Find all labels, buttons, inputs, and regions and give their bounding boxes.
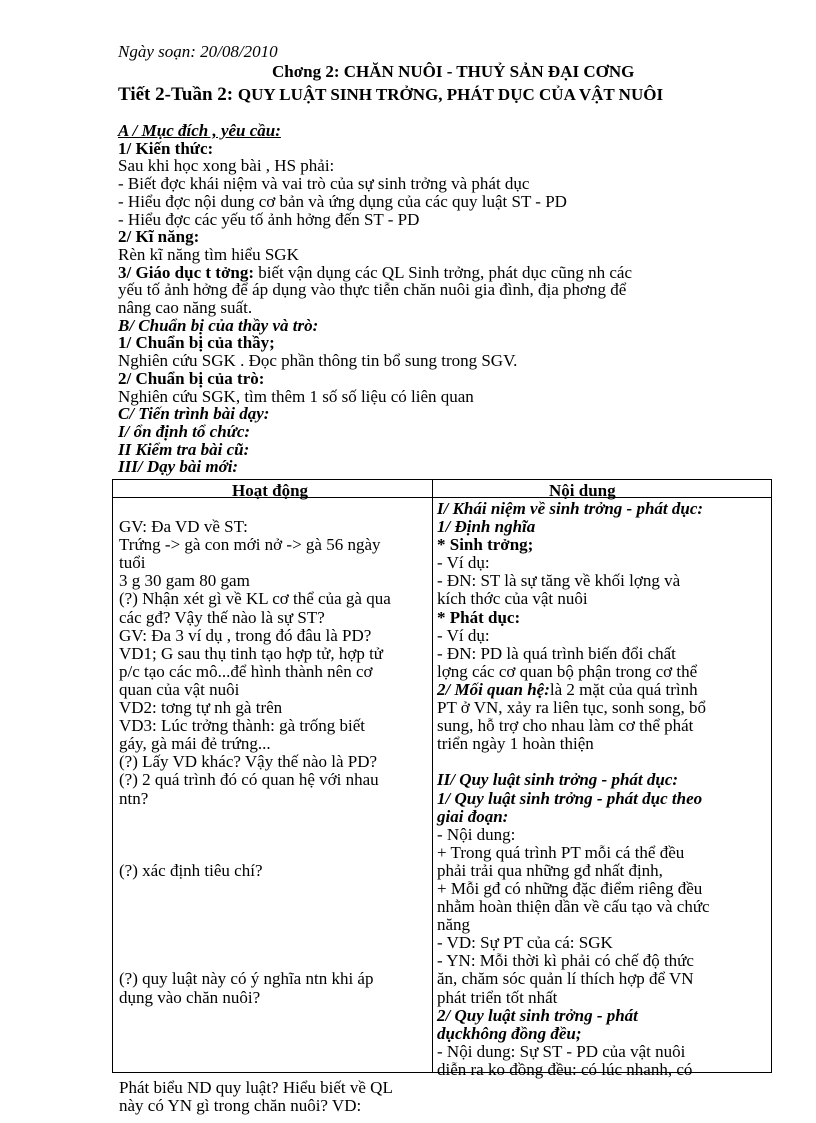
activity-line: (?) Nhận xét gì về KL cơ thể của gà qua [119, 589, 391, 609]
content-line: II/ Quy luật sinh trởng - phát dục: [437, 770, 679, 790]
objective-line: III/ Dạy bài mới: [118, 457, 239, 477]
content-line: - VD: Sự PT của cá: SGK [437, 933, 613, 953]
objective-line: 2/ Chuẩn bị của trò: [118, 368, 265, 388]
activity-line: gáy, gà mái đẻ trứng... [119, 734, 271, 754]
activity-line [119, 1043, 429, 1061]
content-line: ăn, chăm sóc quản lí thích hợp để VN [437, 969, 694, 989]
objective-line: A / Mục đích , yêu cầu: [118, 121, 281, 140]
objective-line: 3/ Giáo dục t tởng: biết vận dụng các QL Sinh trởng, phát dục cũng nh các [118, 262, 632, 282]
activity-line: (?) quy luật này có ý nghĩa ntn khi áp [119, 969, 374, 989]
activity-line: này có YN gì trong chăn nuôi? VD: [119, 1096, 362, 1116]
activity-line [119, 952, 429, 970]
objective-line: - Hiểu đợc nội dung cơ bản và ứng dụng của các quy luật ST - PD [118, 191, 567, 211]
content-line: * Phát dục: [437, 607, 521, 627]
lesson-title [118, 84, 663, 106]
activity-line: ntn? [119, 788, 149, 808]
activity-line: Phát biểu ND quy luật? Hiểu biết về QL [119, 1078, 393, 1097]
objective-line: C/ Tiến trình bài dạy: [118, 404, 270, 424]
objective-line: yếu tố ảnh hởng để áp dụng vào thực tiễn chăn nuôi gia đình, địa phơng để [118, 280, 627, 300]
activity-line: quan của vật nuôi [119, 679, 240, 699]
activity-line: (?) 2 quá trình đó có quan hệ với nhau [119, 770, 379, 790]
activity-line [119, 898, 429, 916]
content-line: 2/ Mối quan hệ:là 2 mặt của quá trình [437, 679, 698, 699]
activity-line: (?) xác định tiêu chí? [119, 860, 263, 880]
content-line: - Nội dung: Sự ST - PD của vật nuôi [437, 1041, 686, 1061]
content-line: năng [437, 915, 471, 935]
objective-line: Nghiên cứu SGK, tìm thêm 1 số số liệu có liên quan [118, 386, 474, 406]
content-line: - YN: Mỗi thời kì phải có chế độ thức [437, 951, 694, 971]
objective-line: 1/ Kiến thức: [118, 138, 214, 158]
activity-line [119, 934, 429, 952]
activity-line: VD2: tơng tự nh gà trên [119, 698, 283, 718]
activity-line: GV: Đa 3 ví dụ , trong đó đâu là PD? [119, 625, 372, 645]
content-line: diễn ra ko đồng đều: có lúc nhanh, có [437, 1059, 693, 1079]
content-line: - ĐN: PD là quá trình biến đổi chất [437, 643, 676, 663]
activity-line: VD1; G sau thụ tinh tạo hợp tử, hợp tử [119, 643, 384, 663]
activity-line [119, 844, 429, 862]
activity-line [119, 826, 429, 844]
activity-line [119, 1007, 429, 1025]
objective-line: Sau khi học xong bài , HS phải: [118, 156, 335, 176]
activity-line: (?) Lấy VD khác? Vậy thế nào là PD? [119, 752, 378, 772]
content-line: 1/ Quy luật sinh trởng - phát dục theo [437, 788, 703, 808]
content-line: sung, hỗ trợ cho nhau làm cơ thể phát [437, 716, 694, 736]
activity-line: tuổi [119, 553, 146, 573]
objective-line: B/ Chuẩn bị của thầy và trò: [118, 315, 319, 335]
content-line [437, 753, 769, 771]
content-line: triển ngày 1 hoàn thiện [437, 734, 594, 754]
content-line: I/ Khái niệm về sinh trởng - phát dục: [437, 499, 704, 518]
content-line: 1/ Định nghĩa [437, 517, 536, 537]
objective-line: 1/ Chuẩn bị của thầy; [118, 333, 275, 353]
content-line: - Ví dụ: [437, 625, 490, 645]
activity-line: GV: Đa VD về ST: [119, 517, 248, 537]
column-header-activity: Hoạt động [232, 481, 309, 500]
content-line: lợng các cơ quan bộ phận trong cơ thể [437, 661, 698, 681]
activity-line [119, 880, 429, 898]
objective-line: - Biết đợc khái niệm và vai trò của sự sinh trởng và phát dục [118, 174, 530, 194]
activity-line [119, 1025, 429, 1043]
lesson-prefix: Tiết 2-Tuần 2: [118, 84, 238, 105]
content-line: nhằm hoàn thiện dần về cấu tạo và chức [437, 897, 710, 917]
objective-line: nâng cao năng suất. [118, 298, 253, 317]
chapter-title: Chơng 2: CHĂN NUÔI - THUỶ SẢN ĐẠI CƠNG [272, 62, 635, 81]
objective-line: II Kiểm tra bài cũ: [118, 439, 250, 459]
objective-line: - Hiểu đợc các yếu tố ảnh hởng đến ST - PD [118, 209, 420, 229]
content-line: kích thớc của vật nuôi [437, 589, 588, 609]
content-line: dụckhông đồng đều; [437, 1023, 582, 1043]
content-column [437, 500, 769, 1079]
content-line: PT ở VN, xảy ra liên tục, sonh song, bổ [437, 698, 707, 718]
activity-line: các gđ? Vậy thế nào là sự ST? [119, 607, 325, 627]
activity-line: VD3: Lúc trởng thành: gà trống biết [119, 716, 365, 736]
objective-line: Nghiên cứu SGK . Đọc phần thông tin bổ sung trong SGV. [118, 351, 518, 371]
activity-line [119, 1061, 429, 1079]
activity-line [119, 916, 429, 934]
content-line: phát triển tốt nhất [437, 987, 558, 1007]
activity-line: dụng vào chăn nuôi? [119, 987, 261, 1007]
column-header-content: Nội dung [549, 481, 616, 500]
content-line: - ĐN: ST là sự tăng về khối lợng và [437, 571, 681, 591]
activity-line [119, 808, 429, 826]
date-prepared: Ngày soạn: 20/08/2010 [118, 42, 278, 61]
content-line: phải trải qua những gđ nhất định, [437, 860, 663, 880]
objective-line: Rèn kĩ năng tìm hiểu SGK [118, 244, 299, 264]
content-line: - Ví dụ: [437, 553, 490, 573]
content-line: + Mỗi gđ có những đặc điểm riêng đều [437, 878, 703, 898]
activity-line: Trứng -> gà con mới nở -> gà 56 ngày [119, 535, 381, 555]
objective-line: I/ ổn định tổ chức: [118, 421, 251, 441]
activity-column [119, 500, 429, 1115]
activity-line: 3 g 30 gam 80 gam [119, 571, 250, 591]
content-line: - Nội dung: [437, 824, 516, 844]
content-line: * Sinh trởng; [437, 535, 534, 555]
lesson-name: QUY LUẬT SINH TRỞNG, PHÁT DỤC CỦA VẬT NUÔI [237, 85, 664, 104]
activity-line [119, 500, 429, 518]
content-line: giai đoạn: [437, 806, 509, 826]
objective-line: 2/ Kĩ năng: [118, 227, 200, 247]
content-line: 2/ Quy luật sinh trởng - phát [437, 1005, 638, 1025]
activity-line: p/c tạo các mô...để hình thành nên cơ [119, 661, 373, 681]
content-line: + Trong quá trình PT mỗi cá thể đều [437, 842, 685, 862]
